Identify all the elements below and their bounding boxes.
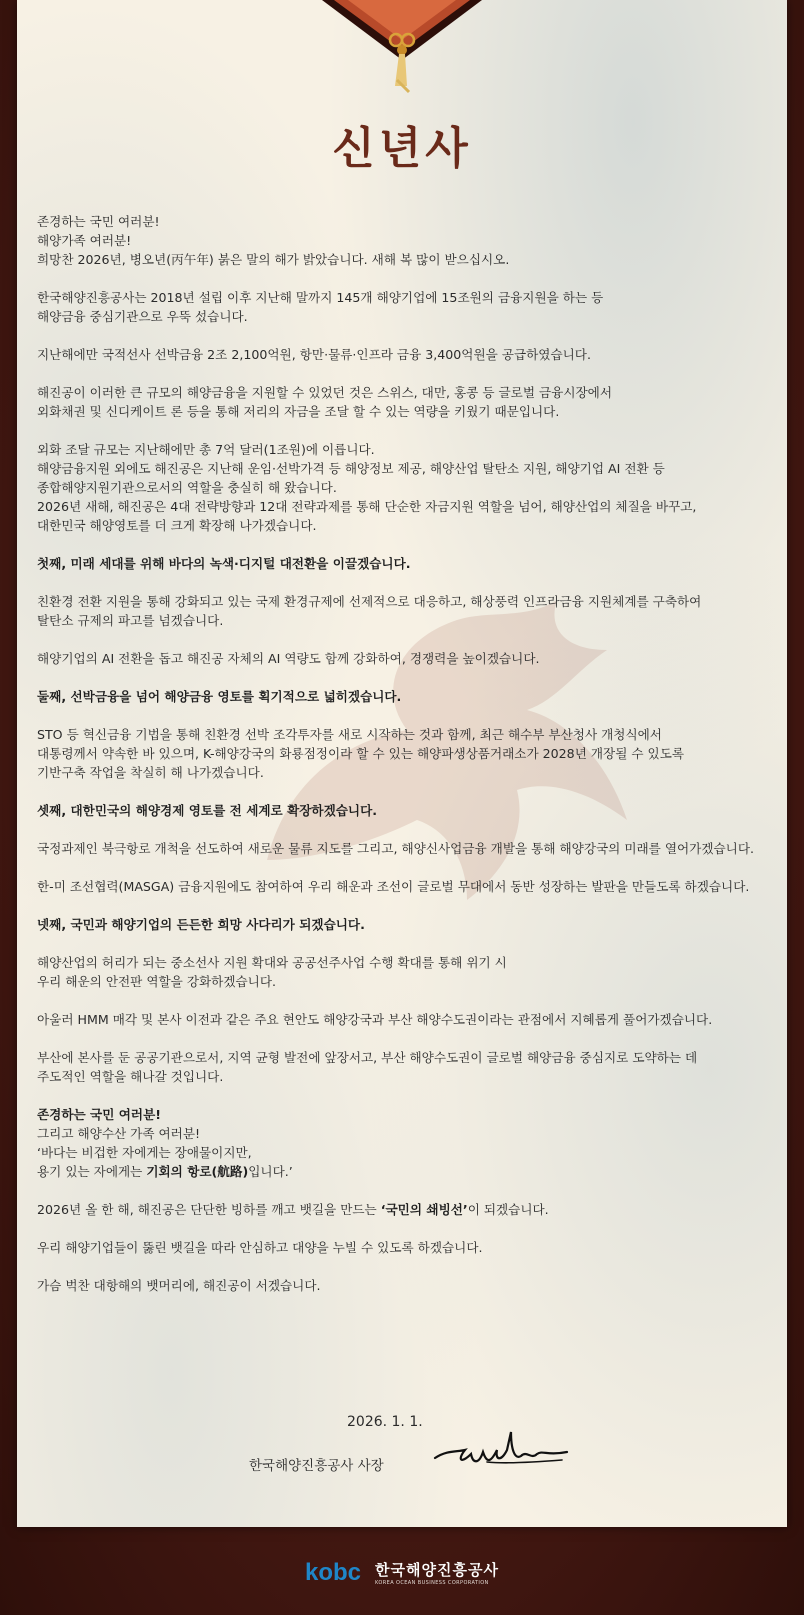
signer-title: 한국해양진흥공사 사장 xyxy=(249,1458,384,1474)
paragraph-line: 탈탄소 규제의 파고를 넘겠습니다. xyxy=(37,613,224,628)
closing-line: 가슴 벅찬 대항해의 뱃머리에, 해진공이 서겠습니다. xyxy=(37,1278,321,1293)
closing-line: 그리고 해양수산 가족 여러분! xyxy=(37,1126,201,1141)
page-title: 신년사 xyxy=(332,123,472,174)
logo-text xyxy=(375,1559,499,1586)
paragraph-line: STO 등 혁신금융 기법을 통해 친환경 선박 조각투자를 새로 시작하는 것과 함께, 최근 해수부 부산청사 개청식에서 xyxy=(37,727,662,742)
greeting-line: 희망찬 2026년, 병오년(丙午年) 붉은 말의 해가 밝았습니다. 새해 복 많이 받으십시오. xyxy=(37,252,510,267)
paragraph-line: 해양금융 중심기관으로 우뚝 섰습니다. xyxy=(37,309,248,324)
greeting-line: 해양가족 여러분! xyxy=(37,233,132,248)
paragraph-line: 해양기업의 AI 전환을 돕고 해진공 자체의 AI 역량도 함께 강화하여, 경쟁력을 높이겠습니다. xyxy=(37,651,540,666)
paragraph-line: 한국해양진흥공사는 2018년 설립 이후 지난해 말까지 145개 해양기업에 15조원의 금융지원을 하는 등 xyxy=(37,290,604,305)
paragraph-line: 해양산업의 허리가 되는 중소선사 지원 확대와 공공선주사업 수행 확대를 통해 위기 시 xyxy=(37,955,507,970)
section-heading: 첫째, 미래 세대를 위해 바다의 녹색·디지털 대전환을 이끌겠습니다. xyxy=(37,556,411,571)
svg-text:kobc: kobc xyxy=(305,1559,362,1586)
paragraph-line: 외화채권 및 신디케이트 론 등을 통해 저리의 자금을 조달 할 수 있는 역량을 키웠기 때문입니다. xyxy=(37,404,560,419)
greeting-line: 존경하는 국민 여러분! xyxy=(37,214,160,229)
paragraph-line: 주도적인 역할을 해나갈 것입니다. xyxy=(37,1069,224,1084)
letter-paper xyxy=(17,0,787,1527)
paragraph-line: 한-미 조선협력(MASGA) 금융지원에도 참여하여 우리 해운과 조선이 글로벌 무대에서 동반 성장하는 발판을 만들도록 하겠습니다. xyxy=(37,879,750,894)
paragraph-line: 대통령께서 약속한 바 있으며, K-해양강국의 화룡점정이라 할 수 있는 해양파생상품거래소가 2028년 개장될 수 있도록 xyxy=(37,746,685,761)
company-name-en: KOREA OCEAN BUSINESS CORPORATION xyxy=(375,1579,489,1586)
paragraph-line: 대한민국 해양영토를 더 크게 확장해 나가겠습니다. xyxy=(37,518,317,533)
paragraph-line: 지난해에만 국적선사 선박금융 2조 2,100억원, 항만·물류·인프라 금융 3,400억원을 공급하였습니다. xyxy=(37,347,591,362)
kobc-logo-icon xyxy=(305,1558,365,1586)
footer-logo xyxy=(0,1552,804,1592)
tassel-ornament-icon xyxy=(377,20,427,95)
paragraph-line: 기반구축 작업을 착실히 해 나가겠습니다. xyxy=(37,765,264,780)
paragraph-line: 국정과제인 북극항로 개척을 선도하여 새로운 물류 지도를 그리고, 해양신사업금융 개발을 통해 해양강국의 미래를 열어가겠습니다. xyxy=(37,841,754,856)
paragraph-line: 외화 조달 규모는 지난해에만 총 7억 달러(1조원)에 이릅니다. xyxy=(37,442,375,457)
paragraph-line: 2026년 새해, 해진공은 4대 전략방향과 12대 전략과제를 통해 단순한 자금지원 역할을 넘어, 해양산업의 체질을 바꾸고, xyxy=(37,499,697,514)
company-name-ko: 한국해양진흥공사 xyxy=(375,1560,499,1579)
letter-body xyxy=(37,212,777,1295)
paragraph-line: 종합해양지원기관으로서의 역할을 충실히 해 왔습니다. xyxy=(37,480,337,495)
section-heading: 넷째, 국민과 해양기업의 든든한 희망 사다리가 되겠습니다. xyxy=(37,917,365,932)
closing-line: 용기 있는 자에게는 기회의 항로(航路)입니다.’ xyxy=(37,1164,293,1179)
paragraph-line: 부산에 본사를 둔 공공기관으로서, 지역 균형 발전에 앞장서고, 부산 해양수도권이 글로벌 해양금융 중심지로 도약하는 데 xyxy=(37,1050,698,1065)
section-heading: 셋째, 대한민국의 해양경제 영토를 전 세계로 확장하겠습니다. xyxy=(37,803,378,818)
letter-date: 2026. 1. 1. xyxy=(347,1414,423,1430)
paragraph-line: 해양금융지원 외에도 해진공은 지난해 운임·선박가격 등 해양정보 제공, 해양산업 탈탄소 지원, 해양기업 AI 전환 등 xyxy=(37,461,665,476)
closing-line: 2026년 올 한 해, 해진공은 단단한 빙하를 깨고 뱃길을 만드는 ‘국민의 쇄빙선’이 되겠습니다. xyxy=(37,1202,549,1217)
paragraph-line: 친환경 전환 지원을 통해 강화되고 있는 국제 환경규제에 선제적으로 대응하고, 해상풍력 인프라금융 지원체계를 구축하여 xyxy=(37,594,702,609)
paragraph-line: 아울러 HMM 매각 및 본사 이전과 같은 주요 현안도 해양강국과 부산 해양수도권이라는 관점에서 지혜롭게 풀어가겠습니다. xyxy=(37,1012,713,1027)
closing-line: 우리 해양기업들이 뚫린 뱃길을 따라 안심하고 대양을 누빌 수 있도록 하겠습니다. xyxy=(37,1240,483,1255)
signature-icon xyxy=(427,1420,577,1480)
closing-salutation: 존경하는 국민 여러분! xyxy=(37,1107,162,1122)
closing-line: ‘바다는 비겁한 자에게는 장애물이지만, xyxy=(37,1145,252,1160)
section-heading: 둘째, 선박금융을 넘어 해양금융 영토를 획기적으로 넓히겠습니다. xyxy=(37,689,402,704)
paragraph-line: 우리 해운의 안전판 역할을 강화하겠습니다. xyxy=(37,974,276,989)
paragraph-line: 해진공이 이러한 큰 규모의 해양금융을 지원할 수 있었던 것은 스위스, 대만, 홍콩 등 글로벌 금융시장에서 xyxy=(37,385,613,400)
